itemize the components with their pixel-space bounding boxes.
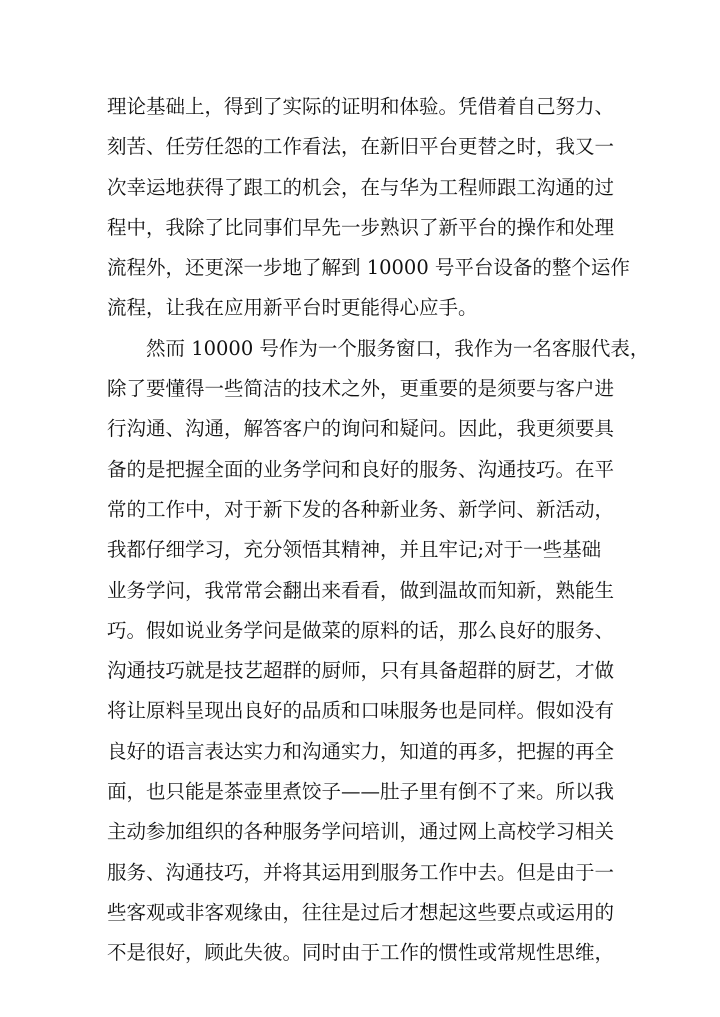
text-line: 良好的语言表达实力和沟通实力，知道的再多，把握的再全: [107, 739, 615, 763]
text-line: 主动参加组织的各种服务学问培训，通过网上高校学习相关: [107, 820, 615, 844]
text-line: 巧。假如说业务学问是做菜的原料的话，那么良好的服务、: [107, 618, 615, 642]
text-line: 业务学问，我常常会翻出来看看，做到温故而知新，熟能生: [107, 578, 615, 602]
text-line: 面，也只能是茶壶里煮饺子——肚子里有倒不了来。所以我: [107, 780, 615, 804]
text-line: 刻苦、任劳任怨的工作看法，在新旧平台更替之时，我又一: [107, 135, 615, 159]
text-line: 备的是把握全面的业务学问和良好的服务、沟通技巧。在平: [107, 457, 615, 481]
text-line: 流程，让我在应用新平台时更能得心应手。: [107, 296, 478, 320]
text-line: 理论基础上，得到了实际的证明和体验。凭借着自己努力、: [107, 95, 615, 118]
document-body: [107, 87, 650, 974]
text-line: 常的工作中，对于新下发的各种新业务、新学问、新活动，: [107, 497, 615, 521]
text-line: 将让原料呈现出良好的品质和口味服务也是同样。假如没有: [107, 699, 615, 723]
text-line: 程中，我除了比同事们早先一步熟识了新平台的操作和处理: [107, 215, 615, 239]
text-line: 些客观或非客观缘由，往往是过后才想起这些要点或运用的: [107, 900, 615, 924]
text-line: 次幸运地获得了跟工的机会，在与华为工程师跟工沟通的过: [107, 175, 615, 199]
text-line: 不是很好，顾此失彼。同时由于工作的惯性或常规性思维，: [107, 941, 615, 965]
text-line: 除了要懂得一些简洁的技术之外，更重要的是须要与客户进: [107, 377, 615, 401]
text-line: 沟通技巧就是技艺超群的厨师，只有具备超群的厨艺，才做: [107, 659, 615, 683]
text-line: 行沟通、沟通，解答客户的询问和疑问。因此，我更须要具: [107, 417, 615, 441]
text-line: 我都仔细学习，充分领悟其精神，并且牢记;对于一些基础: [107, 538, 602, 562]
paragraph-start-line: 然而 10000 号作为一个服务窗口，我作为一名客服代表，: [146, 336, 650, 360]
text-line: 服务、沟通技巧，并将其运用到服务工作中去。但是由于一: [107, 860, 615, 884]
text-line: 流程外，还更深一步地了解到 10000 号平台设备的整个运作: [107, 256, 630, 280]
